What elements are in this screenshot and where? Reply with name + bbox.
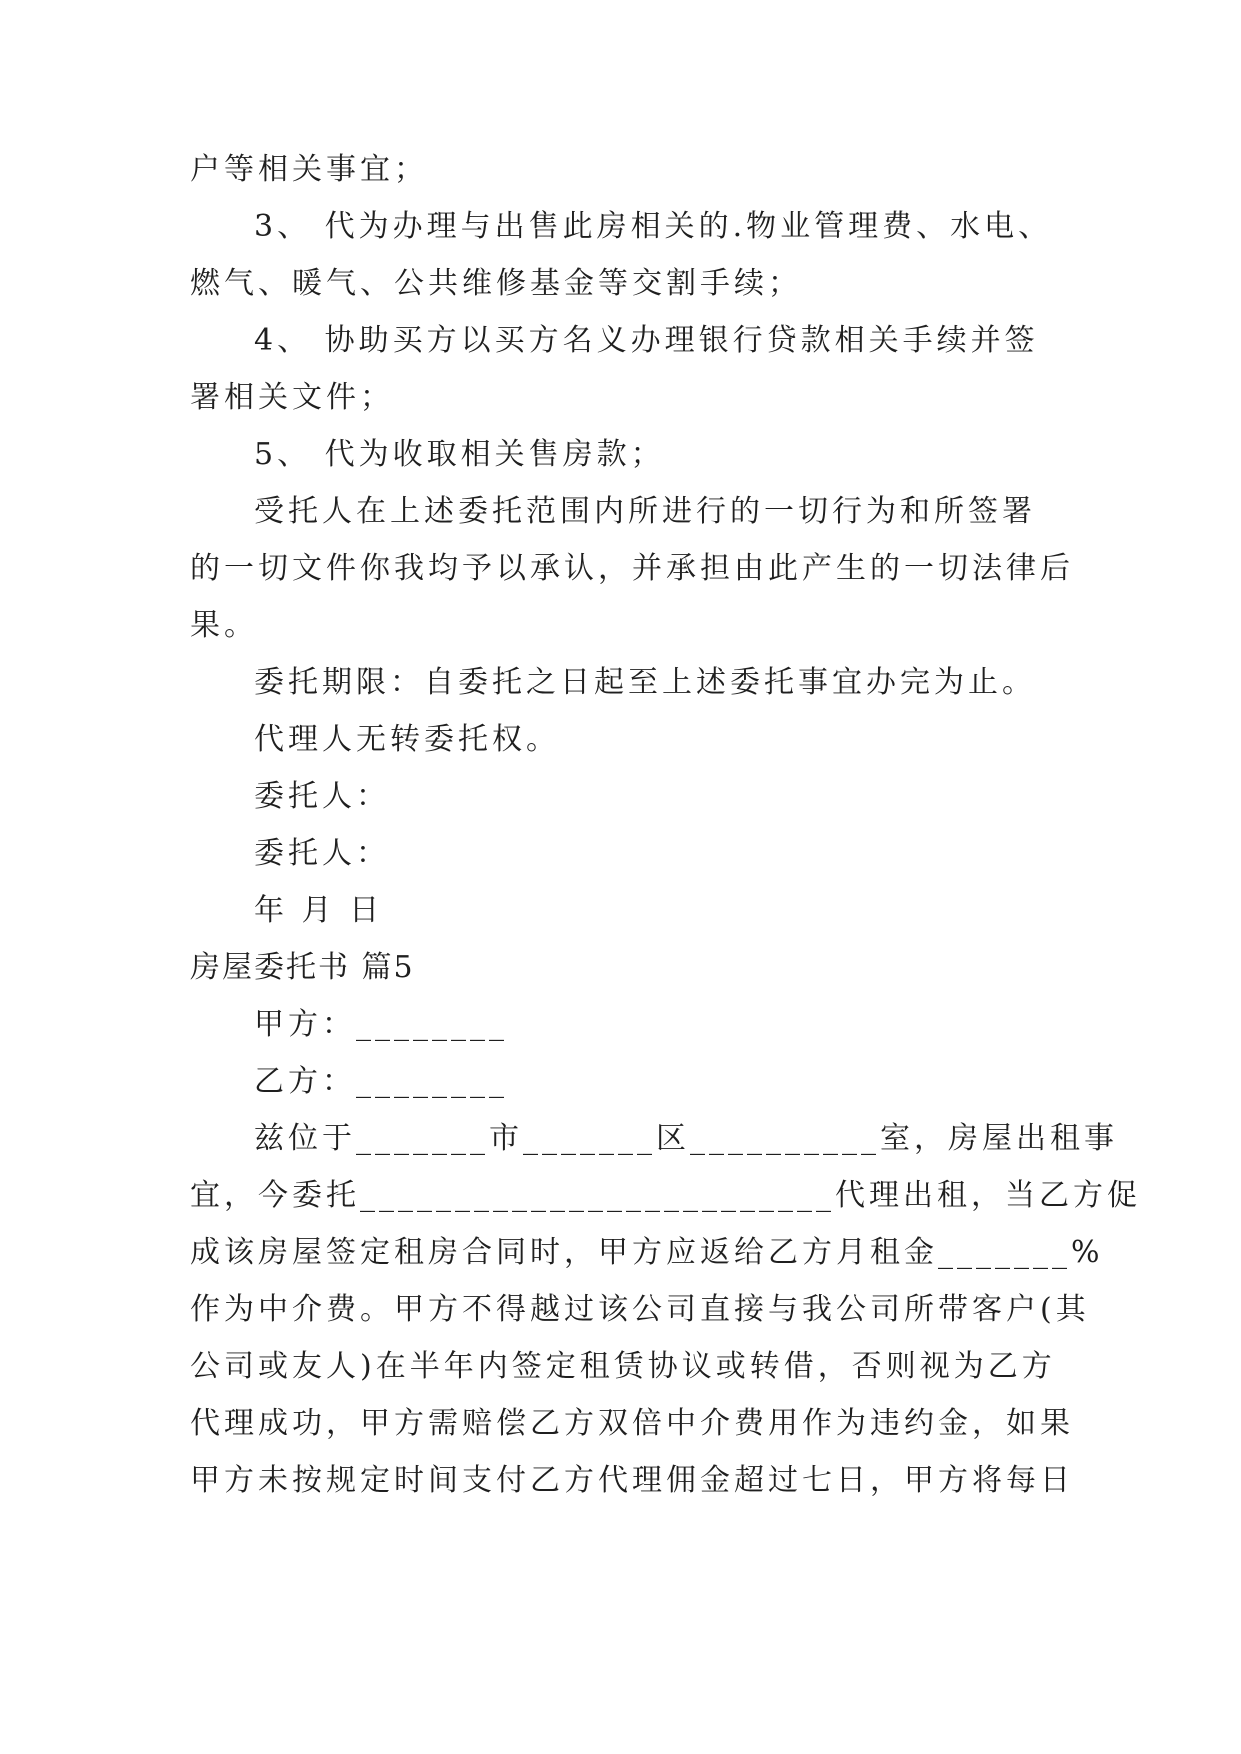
- paragraph-line: 代理人无转委托权。: [254, 722, 560, 757]
- party-a-line: 甲方：________: [254, 1007, 508, 1042]
- list-item-4: 4、 协助买方以买方名义办理银行贷款相关手续并签: [254, 323, 1039, 358]
- text-line: 公司或友人)在半年内签定租赁协议或转借，否则视为乙方: [190, 1349, 1056, 1384]
- text-line: 署相关文件；: [190, 380, 394, 415]
- paragraph-line: 委托期限：自委托之日起至上述委托事宜办完为止。: [254, 665, 1036, 700]
- party-b-line: 乙方：________: [254, 1064, 508, 1099]
- list-item-3: 3、 代为办理与出售此房相关的.物业管理费、水电、: [254, 209, 1053, 244]
- list-item-5: 5、 代为收取相关售房款；: [254, 437, 665, 472]
- text-line: 果。: [190, 608, 258, 643]
- principal-signature-line: 委托人：: [254, 836, 390, 871]
- text-line: 户等相关事宜；: [190, 152, 428, 187]
- text-line: 成该房屋签定租房合同时，甲方应返给乙方月租金_______%: [190, 1235, 1104, 1270]
- text-line: 作为中介费。甲方不得越过该公司直接与我公司所带客户(其: [190, 1292, 1090, 1327]
- paragraph-line: 受托人在上述委托范围内所进行的一切行为和所签署: [254, 494, 1036, 529]
- text-line: 燃气、暖气、公共维修基金等交割手续；: [190, 266, 802, 301]
- text-line: 的一切文件你我均予以承认，并承担由此产生的一切法律后: [190, 551, 1074, 586]
- principal-signature-line: 委托人：: [254, 779, 390, 814]
- section-heading: 房屋委托书 篇5: [190, 950, 415, 985]
- text-line: 代理成功，甲方需赔偿乙方双倍中介费用作为违约金，如果: [190, 1406, 1074, 1441]
- text-line: 宜，今委托_________________________代理出租，当乙方促: [190, 1178, 1141, 1213]
- date-line: 年 月 日: [254, 893, 384, 928]
- text-line: 甲方未按规定时间支付乙方代理佣金超过七日，甲方将每日: [190, 1463, 1074, 1498]
- paragraph-line: 兹位于_______市_______区__________室，房屋出租事: [254, 1121, 1118, 1156]
